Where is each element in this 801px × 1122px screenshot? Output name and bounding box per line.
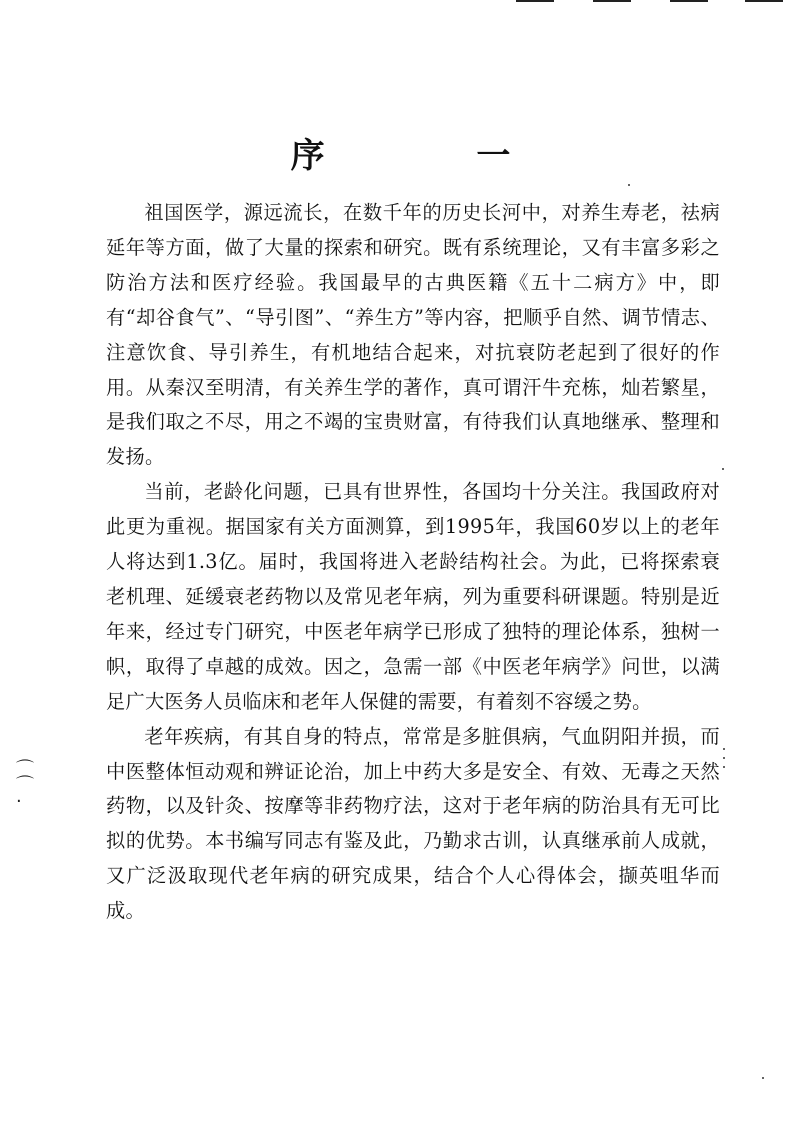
header-rule-4	[745, 0, 783, 2]
header-rule-3	[670, 0, 708, 2]
header-rule-2	[593, 0, 631, 2]
scan-speck	[723, 757, 725, 759]
paragraph-2: 当前，老龄化问题，已具有世界性，各国均十分关注。我国政府对此更为重视。据国家有关方面测算，到1995年，我国60岁以上的老年人将达到1.3亿。届时，我国将进入老龄结构社会。为此，已将探索衰老机理、延缓衰老药物以及常见老年病，列为重要科研课题。特别是近年来，经过专门研究，中医老年病学已形成了独特的理论体系，独树一帜，取得了卓越的成效。因之，急需一部《中医老年病学》问世，以满足广大医务人员临床和老年人保健的需要，有着刻不容缓之势。	[106, 480, 720, 713]
scan-speck	[723, 748, 725, 750]
binding-margin-mark: ⌒ ⌒ ·	[16, 759, 34, 812]
page-title: 序 一	[290, 136, 581, 176]
scan-speck	[628, 184, 630, 186]
scan-speck	[723, 766, 725, 768]
header-rule-1	[516, 0, 554, 2]
scan-speck	[762, 1077, 764, 1079]
paragraph-1: 祖国医学，源远流长，在数千年的历史长河中，对养生寿老，祛病延年等方面，做了大量的探索和研究。既有系统理论，又有丰富多彩之防治方法和医疗经验。我国最早的古典医籍《五十二病方》中，即有“却谷食气”、“导引图”、“养生方”等内容，把顺乎自然、调节情志、注意饮食、导引养生，有机地结合起来，对抗衰防老起到了很好的作用。从秦汉至明清，有关养生学的著作，真可谓汗牛充栋，灿若繁星，是我们取之不尽，用之不竭的宝贵财富，有待我们认真地继承、整理和发扬。	[106, 201, 720, 469]
scan-speck	[722, 468, 724, 470]
paragraph-3: 老年疾病，有其自身的特点，常常是多脏俱病，气血阴阳并损，而中医整体恒动观和辨证论治，加上中药大多是安全、有效、无毒之天然药物，以及针灸、按摩等非药物疗法，这对于老年病的防治具有无可比拟的优势。本书编写同志有鉴及此，乃勤求古训，认真继承前人成就，又广泛汲取现代老年病的研究成果，结合个人心得体会，撷英咀华而成。	[106, 724, 720, 923]
preface-body	[106, 196, 720, 929]
